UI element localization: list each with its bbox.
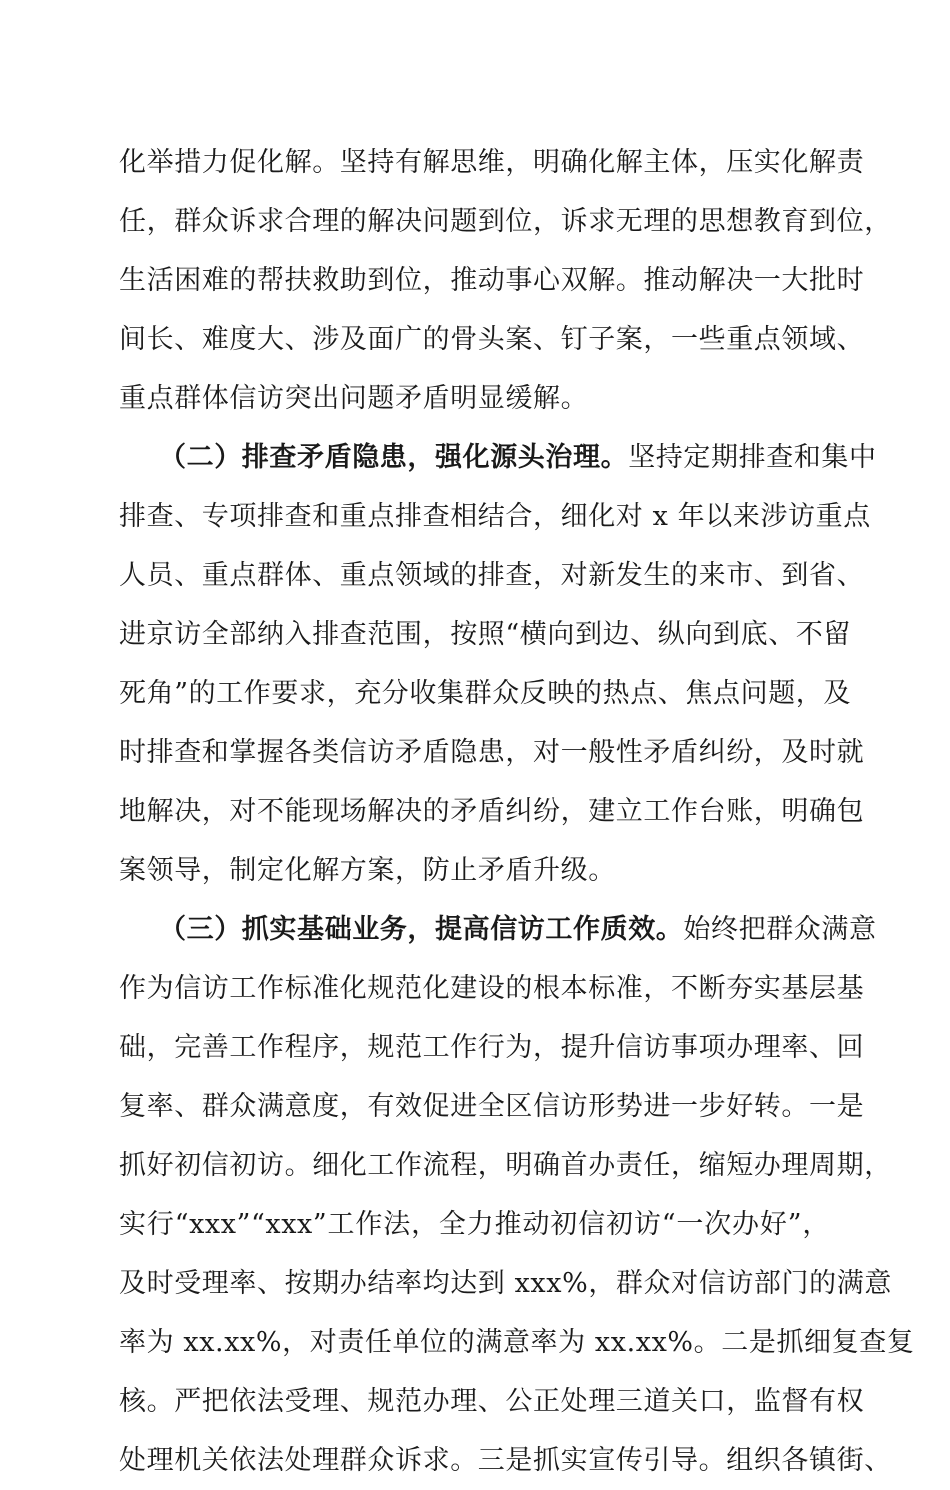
- paragraph-1-line-1: 化举措力促化解。坚持有解思维，明确化解主体，压实化解责: [119, 147, 865, 178]
- paragraph-2-line-2: 排查、专项排查和重点排查相结合，细化对 x 年以来涉访重点: [119, 501, 871, 532]
- paragraph-3-line-6: 实行“xxx”“xxx”工作法，全力推动初信初访“一次办好”，: [119, 1209, 830, 1240]
- paragraph-3-line-10: 处理机关依法处理群众诉求。三是抓实宣传引导。组织各镇街、: [119, 1445, 892, 1476]
- paragraph-3-line-7: 及时受理率、按期办结率均达到 xxx%，群众对信访部门的满意: [119, 1268, 892, 1299]
- paragraph-1-line-2: 任，群众诉求合理的解决问题到位，诉求无理的思想教育到位，: [119, 206, 892, 237]
- paragraph-1-line-3: 生活困难的帮扶救助到位，推动事心双解。推动解决一大批时: [119, 265, 865, 296]
- section-heading-2: （二）排查矛盾隐患，强化源头治理。: [159, 442, 629, 473]
- paragraph-2-line-5: 死角”的工作要求，充分收集群众反映的热点、焦点问题，及: [119, 678, 852, 709]
- paragraph-3-line-8: 率为 xx.xx%，对责任单位的满意率为 xx.xx%。二是抓细复查复: [119, 1327, 915, 1358]
- paragraph-2-first-line: [119, 428, 877, 487]
- paragraph-2-first-line-text: 坚持定期排查和集中: [628, 442, 877, 473]
- paragraph-2-line-8: 案领导，制定化解方案，防止矛盾升级。: [119, 855, 616, 886]
- paragraph-3-line-5: 抓好初信初访。细化工作流程，明确首办责任，缩短办理周期，: [119, 1150, 892, 1181]
- paragraph-3-first-line: [119, 900, 877, 959]
- paragraph-2-line-6: 时排查和掌握各类信访矛盾隐患，对一般性矛盾纠纷，及时就: [119, 737, 865, 768]
- paragraph-3-first-line-text: 始终把群众满意: [683, 914, 877, 945]
- document-body: [119, 133, 915, 1490]
- paragraph-2-line-4: 进京访全部纳入排查范围，按照“横向到边、纵向到底、不留: [119, 619, 852, 650]
- paragraph-3-line-2: 作为信访工作标准化规范化建设的根本标准，不断夯实基层基: [119, 973, 865, 1004]
- section-heading-3: （三）抓实基础业务，提高信访工作质效。: [159, 914, 684, 945]
- paragraph-3-line-3: 础，完善工作程序，规范工作行为，提升信访事项办理率、回: [119, 1032, 865, 1063]
- paragraph-2-line-7: 地解决，对不能现场解决的矛盾纠纷，建立工作台账，明确包: [119, 796, 865, 827]
- paragraph-1-line-4: 间长、难度大、涉及面广的骨头案、钉子案，一些重点领域、: [119, 324, 865, 355]
- paragraph-1-line-5: 重点群体信访突出问题矛盾明显缓解。: [119, 383, 589, 414]
- paragraph-3-line-4: 复率、群众满意度，有效促进全区信访形势进一步好转。一是: [119, 1091, 865, 1122]
- paragraph-2-line-3: 人员、重点群体、重点领域的排查，对新发生的来市、到省、: [119, 560, 865, 591]
- paragraph-3-line-9: 核。严把依法受理、规范办理、公正处理三道关口，监督有权: [119, 1386, 865, 1417]
